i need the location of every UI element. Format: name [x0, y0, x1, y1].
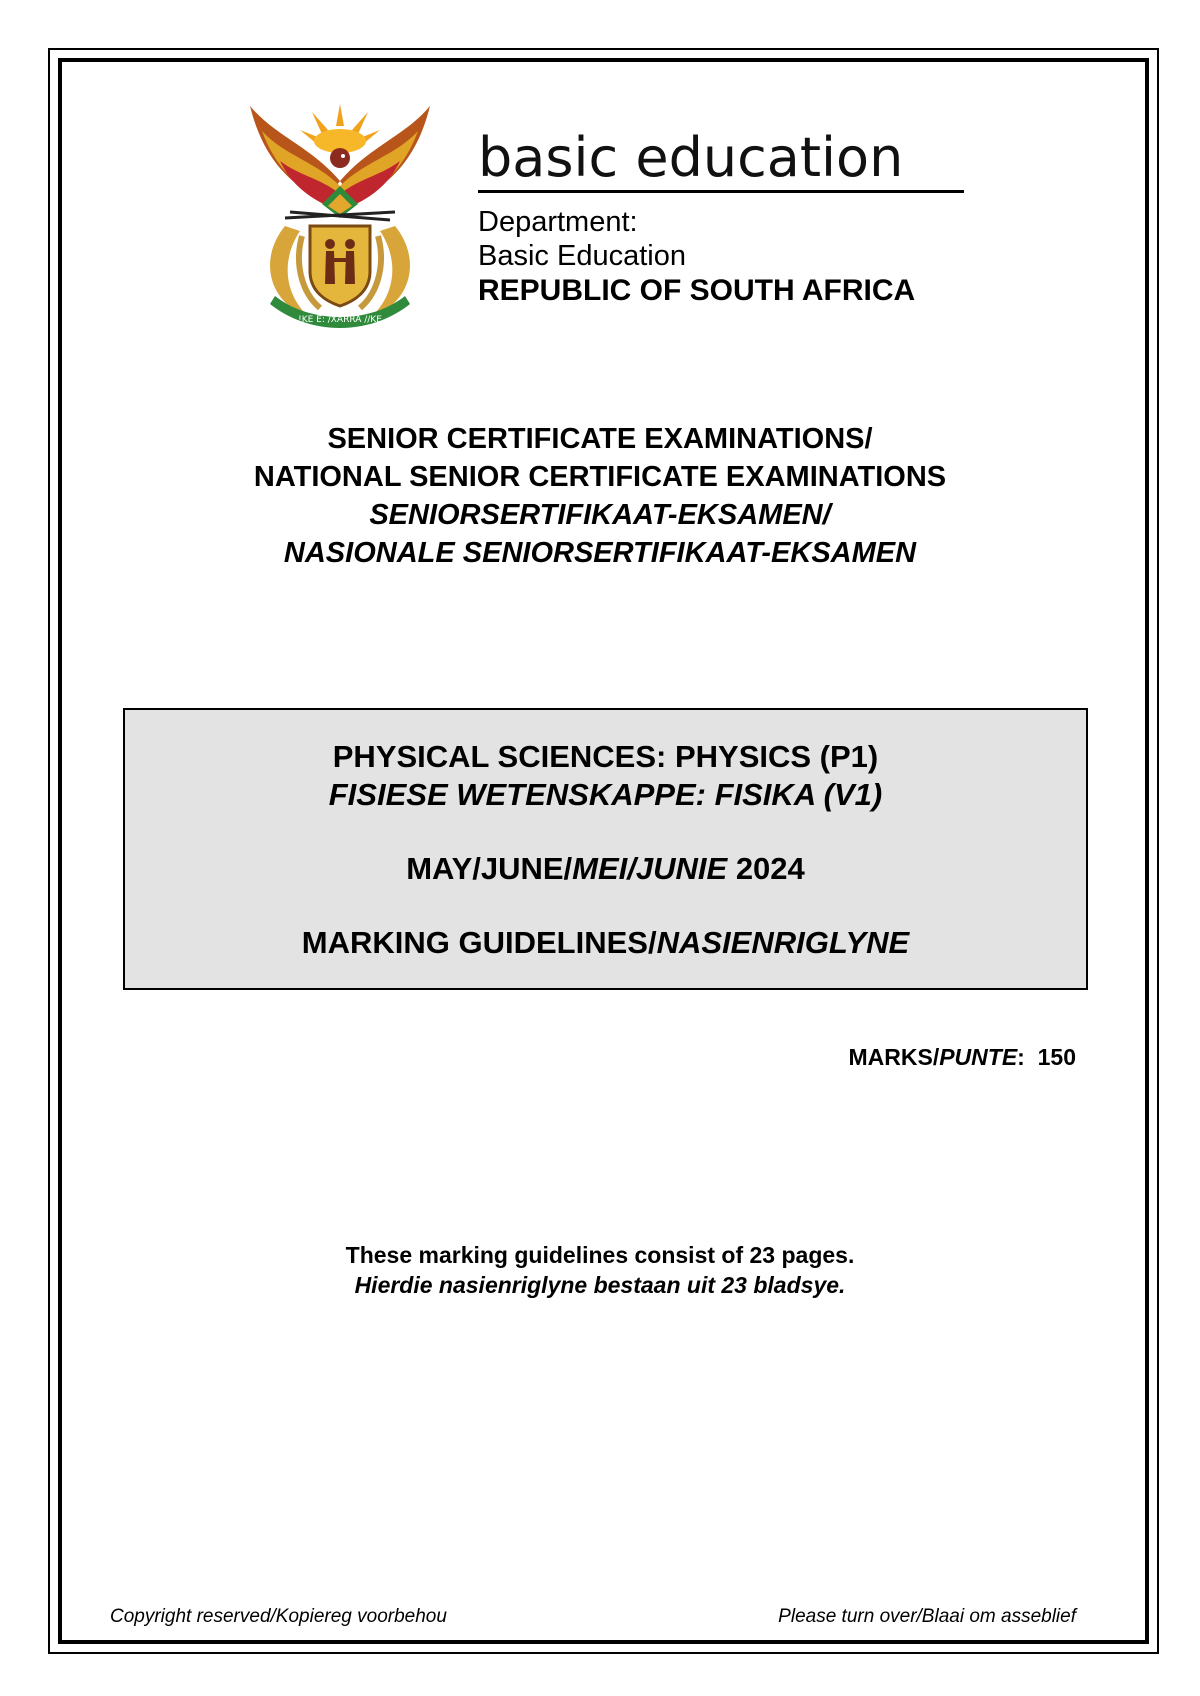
exam-heading-line-3: SENIORSERTIFIKAAT-EKSAMEN/: [369, 499, 831, 531]
exam-heading: [100, 420, 1100, 572]
country-name: REPUBLIC OF SOUTH AFRICA: [478, 274, 916, 307]
footer-turn-over: Please turn over/Blaai om asseblief: [778, 1606, 1076, 1627]
footer-copyright: Copyright reserved/Kopiereg voorbehou: [110, 1606, 447, 1627]
department-name: Basic Education: [478, 240, 686, 272]
exam-heading-line-2: NATIONAL SENIOR CERTIFICATE EXAMINATIONS: [253, 461, 947, 493]
marks-separator: :: [1017, 1044, 1038, 1070]
page-count-english: These marking guidelines consist of 23 pages.: [345, 1242, 855, 1268]
session-afrikaans: MEI/JUNIE: [572, 851, 728, 886]
page-count-note: [100, 1240, 1100, 1300]
motto-text: !KE E: /XARRA //KE: [298, 315, 382, 325]
marks-label-english: MARKS/: [848, 1044, 940, 1070]
subject-english: PHYSICAL SCIENCES: PHYSICS (P1): [332, 739, 879, 774]
coat-of-arms-logo: [240, 86, 440, 336]
session-english: MAY/JUNE/: [406, 851, 573, 886]
subject-afrikaans: FISIESE WETENSKAPPE: FISIKA (V1): [328, 777, 883, 812]
marking-guidelines-title: [125, 924, 1086, 962]
exam-heading-line-4: NASIONALE SENIORSERTIFIKAAT-EKSAMEN: [283, 537, 917, 569]
total-marks: [848, 1044, 1076, 1071]
brand-title: basic education: [478, 126, 904, 189]
guidelines-english: MARKING GUIDELINES/: [301, 925, 657, 960]
marks-label-afrikaans: PUNTE: [939, 1044, 1018, 1070]
subject-box: [123, 708, 1088, 990]
department-label: Department:: [478, 206, 638, 238]
brand-block: [478, 128, 964, 309]
session-year: 2024: [727, 851, 805, 886]
exam-session: [125, 850, 1086, 888]
exam-heading-line-1: SENIOR CERTIFICATE EXAMINATIONS/: [327, 423, 873, 455]
page-count-afrikaans: Hierdie nasienriglyne bestaan uit 23 bladsye.: [354, 1272, 846, 1298]
brand-divider: [478, 190, 964, 193]
marks-value: 150: [1037, 1044, 1076, 1070]
guidelines-afrikaans: NASIENRIGLYNE: [656, 925, 910, 960]
